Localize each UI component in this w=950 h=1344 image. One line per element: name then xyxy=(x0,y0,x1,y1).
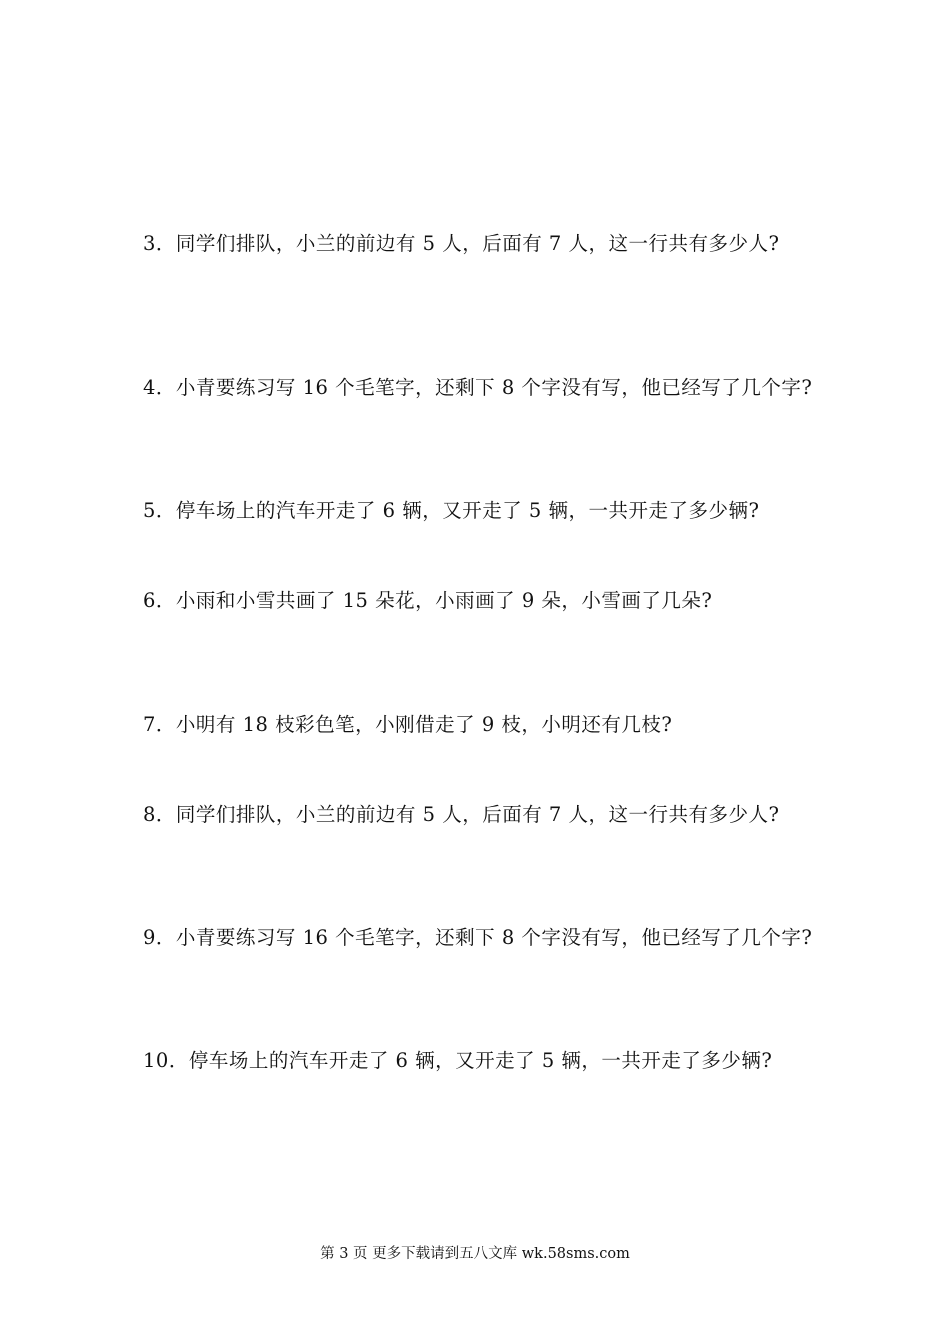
question-9: 9．小青要练习写 16 个毛笔字，还剩下 8 个字没有写，他已经写了几个字? xyxy=(143,926,813,949)
question-7: 7．小明有 18 枝彩色笔，小刚借走了 9 枝，小明还有几枝? xyxy=(143,713,673,736)
question-5: 5．停车场上的汽车开走了 6 辆，又开走了 5 辆，一共开走了多少辆? xyxy=(143,499,760,522)
question-3: 3．同学们排队，小兰的前边有 5 人，后面有 7 人，这一行共有多少人? xyxy=(143,232,780,255)
question-8: 8．同学们排队，小兰的前边有 5 人，后面有 7 人，这一行共有多少人? xyxy=(143,803,780,826)
question-10: 10．停车场上的汽车开走了 6 辆，又开走了 5 辆，一共开走了多少辆? xyxy=(143,1049,773,1072)
page-footer: 第 3 页 更多下载请到五八文库 wk.58sms.com xyxy=(320,1246,630,1262)
question-4: 4．小青要练习写 16 个毛笔字，还剩下 8 个字没有写，他已经写了几个字? xyxy=(143,376,813,399)
question-6: 6．小雨和小雪共画了 15 朵花，小雨画了 9 朵，小雪画了几朵? xyxy=(143,589,713,612)
